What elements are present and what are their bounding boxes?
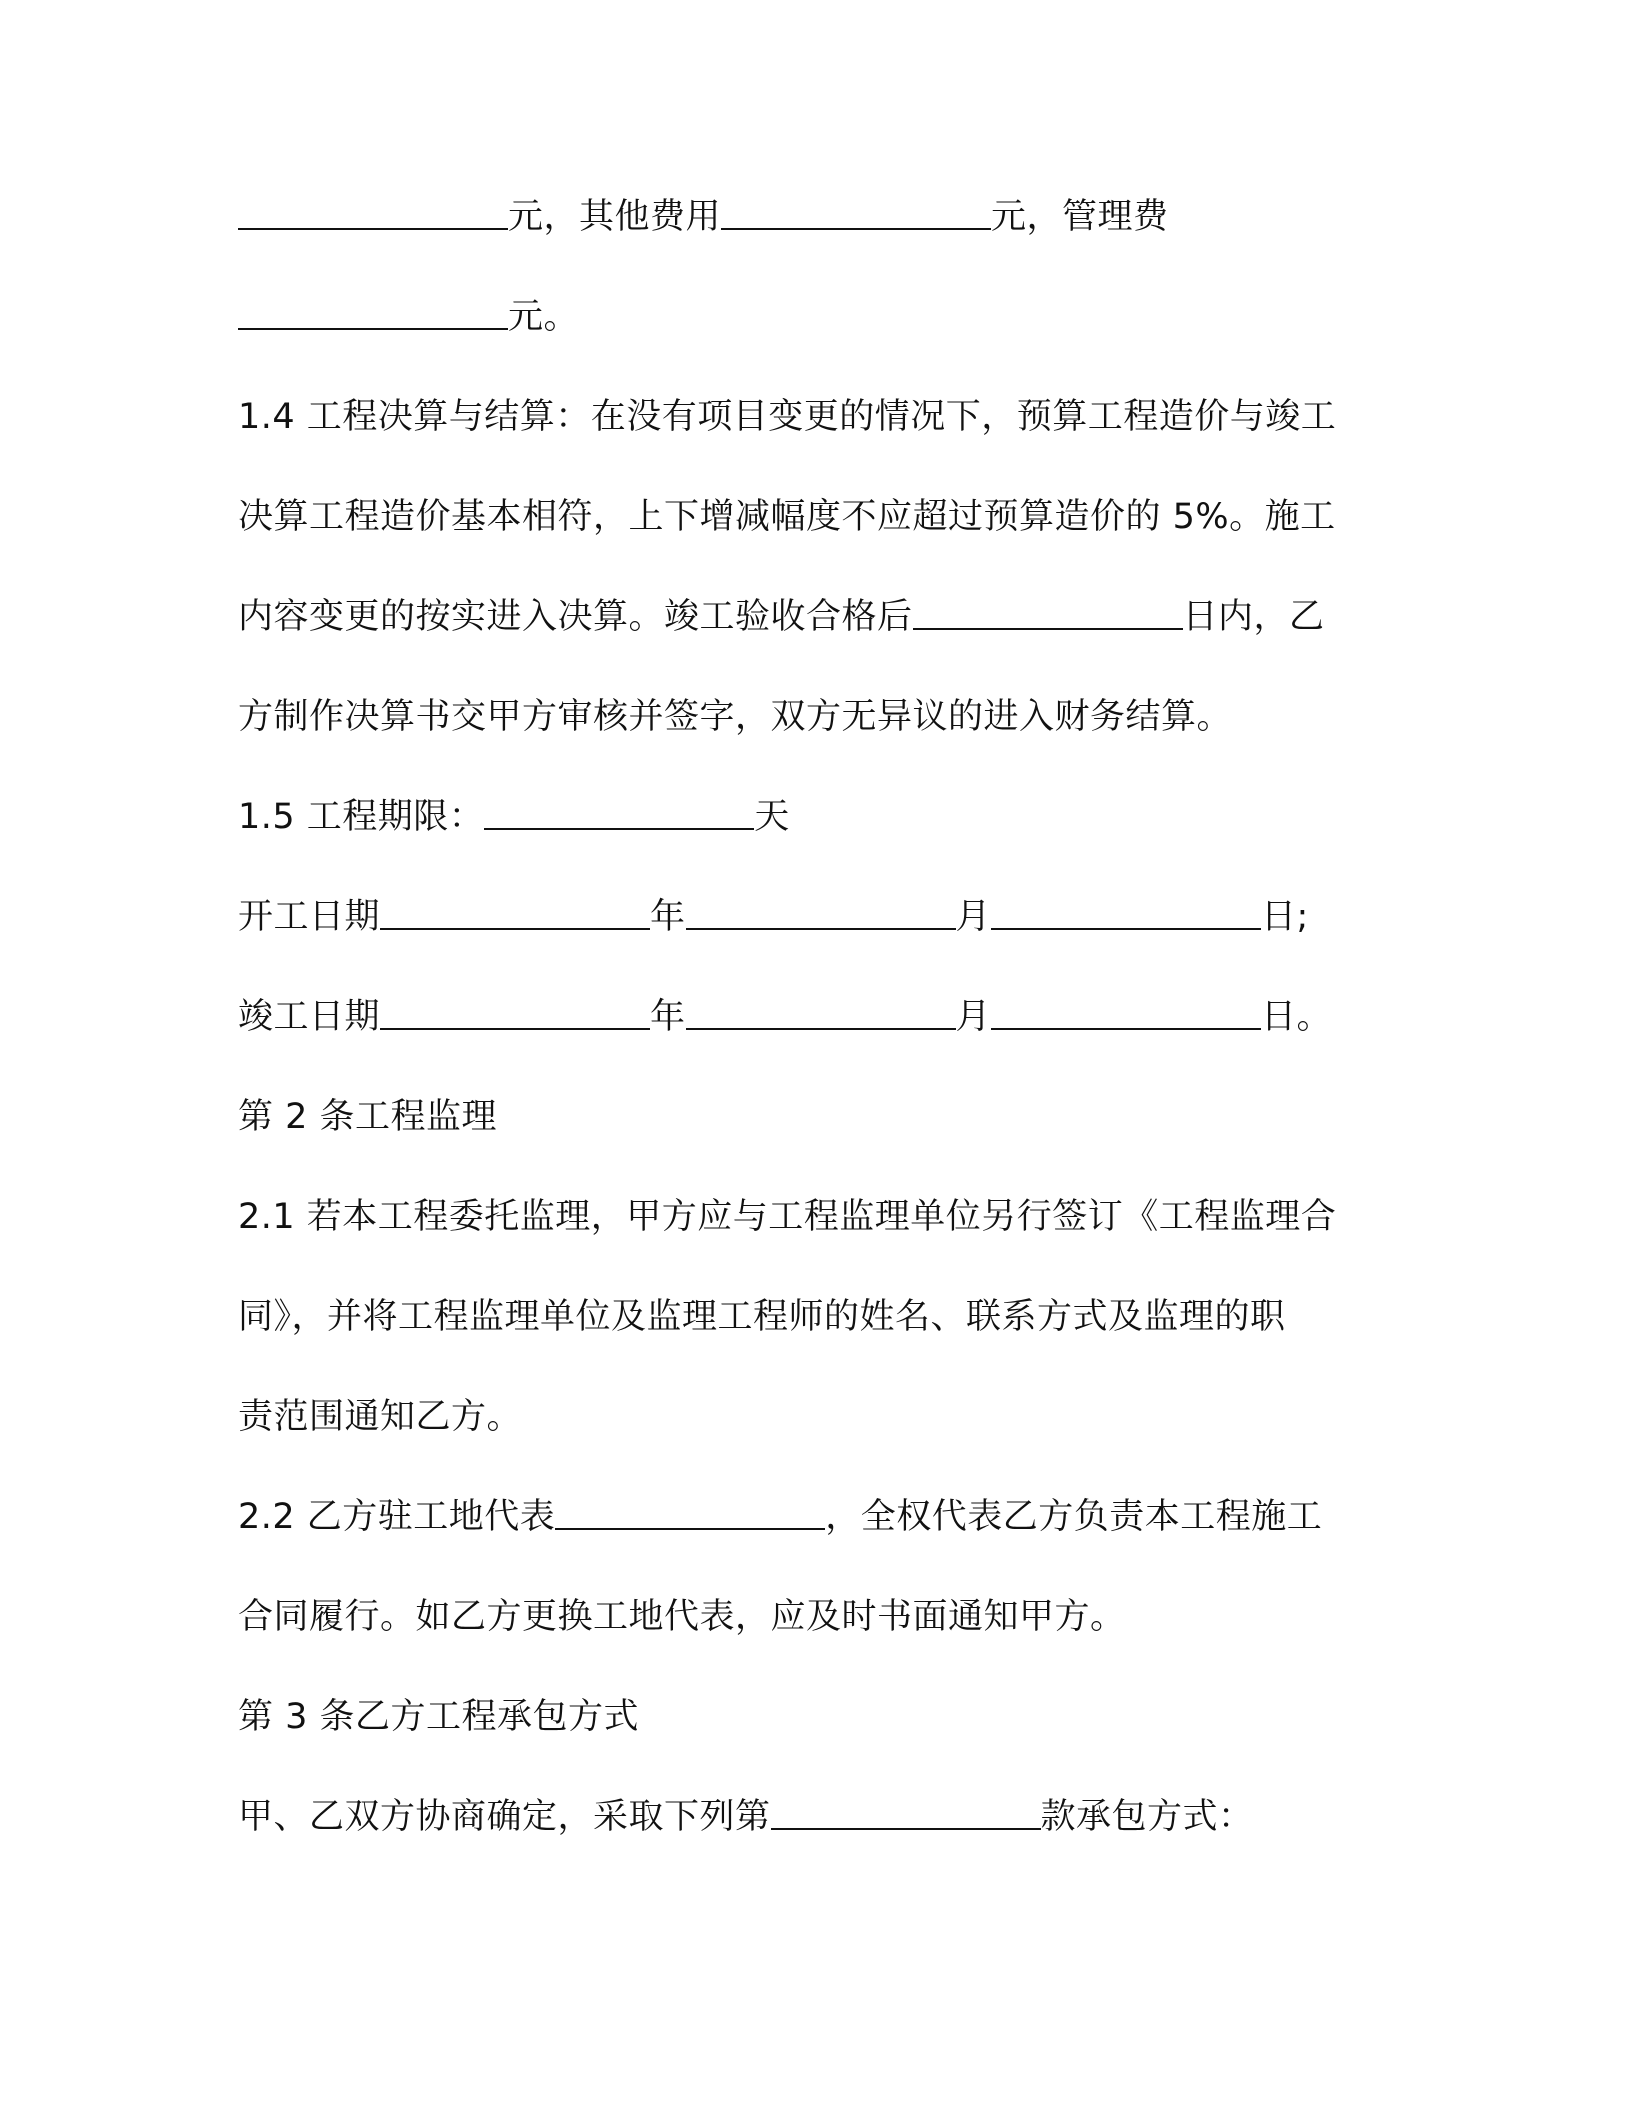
blank-field[interactable]: [686, 993, 956, 1030]
clause-1-5-label: 1.5 工程期限：: [238, 797, 485, 837]
paragraph-line: [238, 487, 1336, 547]
management-fee-line: [238, 287, 579, 347]
paragraph-text: 决算工程造价基本相符，上下增减幅度不应超过预算造价的 5%。施工: [238, 497, 1336, 537]
blank-field[interactable]: [380, 993, 650, 1030]
text-segment: 甲、乙双方协商确定，采取下列第: [238, 1797, 771, 1837]
blank-field[interactable]: [380, 893, 650, 930]
section-heading: [238, 1087, 497, 1147]
paragraph-line: [238, 1587, 1126, 1647]
text-segment: 元，管理费: [991, 197, 1169, 237]
paragraph-text: 同》，并将工程监理单位及监理工程师的姓名、联系方式及监理的职: [238, 1297, 1286, 1337]
blank-field[interactable]: [721, 193, 991, 230]
text-segment: 年: [650, 997, 686, 1037]
text-segment: 月: [955, 997, 992, 1037]
blank-field[interactable]: [238, 193, 508, 230]
paragraph-line: [238, 1787, 1254, 1847]
blank-field[interactable]: [771, 1793, 1041, 1830]
paragraph-line: [238, 587, 1325, 647]
blank-field[interactable]: [913, 593, 1183, 630]
paragraph-text: 责范围通知乙方。: [238, 1397, 523, 1437]
section-2-title: 第 2 条工程监理: [238, 1097, 498, 1137]
text-segment: 内容变更的按实进入决算。竣工验收合格后: [238, 597, 913, 637]
duration-line: [238, 787, 790, 847]
paragraph-text: 合同履行。如乙方更换工地代表，应及时书面通知甲方。: [238, 1597, 1126, 1637]
paragraph-text: 方制作决算书交甲方审核并签字，双方无异议的进入财务结算。: [238, 697, 1233, 737]
text-segment: 年: [650, 897, 686, 937]
paragraph-line: [238, 1487, 1322, 1547]
paragraph-line: [238, 687, 1232, 747]
text-segment: 款承包方式：: [1040, 1797, 1254, 1837]
paragraph-line: [238, 387, 1336, 447]
text-segment: 月: [955, 897, 992, 937]
text-segment: 元。: [508, 297, 580, 337]
blank-field[interactable]: [555, 1493, 825, 1530]
text-segment: 日;: [1261, 897, 1309, 937]
text-segment: ，全权代表乙方负责本工程施工: [825, 1497, 1323, 1537]
clause-2-2-label: 2.2 乙方驻工地代表: [238, 1497, 556, 1537]
text-segment: 元，其他费用: [508, 197, 722, 237]
clause-2-1-text: 2.1 若本工程委托监理，甲方应与工程监理单位另行签订《工程监理合: [238, 1197, 1337, 1237]
text-segment: 天: [754, 797, 790, 837]
section-heading: [238, 1687, 639, 1747]
section-3-title: 第 3 条乙方工程承包方式: [238, 1697, 640, 1737]
clause-1-4-text: 1.4 工程决算与结算：在没有项目变更的情况下，预算工程造价与竣工: [238, 397, 1337, 437]
end-date-line: [238, 987, 1332, 1047]
blank-field[interactable]: [484, 793, 754, 830]
text-segment: 开工日期: [238, 897, 381, 937]
cost-line: [238, 187, 1169, 247]
blank-field[interactable]: [686, 893, 956, 930]
paragraph-line: [238, 1387, 522, 1447]
blank-field[interactable]: [991, 993, 1261, 1030]
paragraph-line: [238, 1187, 1336, 1247]
blank-field[interactable]: [238, 293, 508, 330]
text-segment: 竣工日期: [238, 997, 381, 1037]
text-segment: 日。: [1261, 997, 1333, 1037]
text-segment: 日内，乙: [1182, 597, 1325, 637]
blank-field[interactable]: [991, 893, 1261, 930]
start-date-line: [238, 887, 1309, 947]
paragraph-line: [238, 1287, 1286, 1347]
